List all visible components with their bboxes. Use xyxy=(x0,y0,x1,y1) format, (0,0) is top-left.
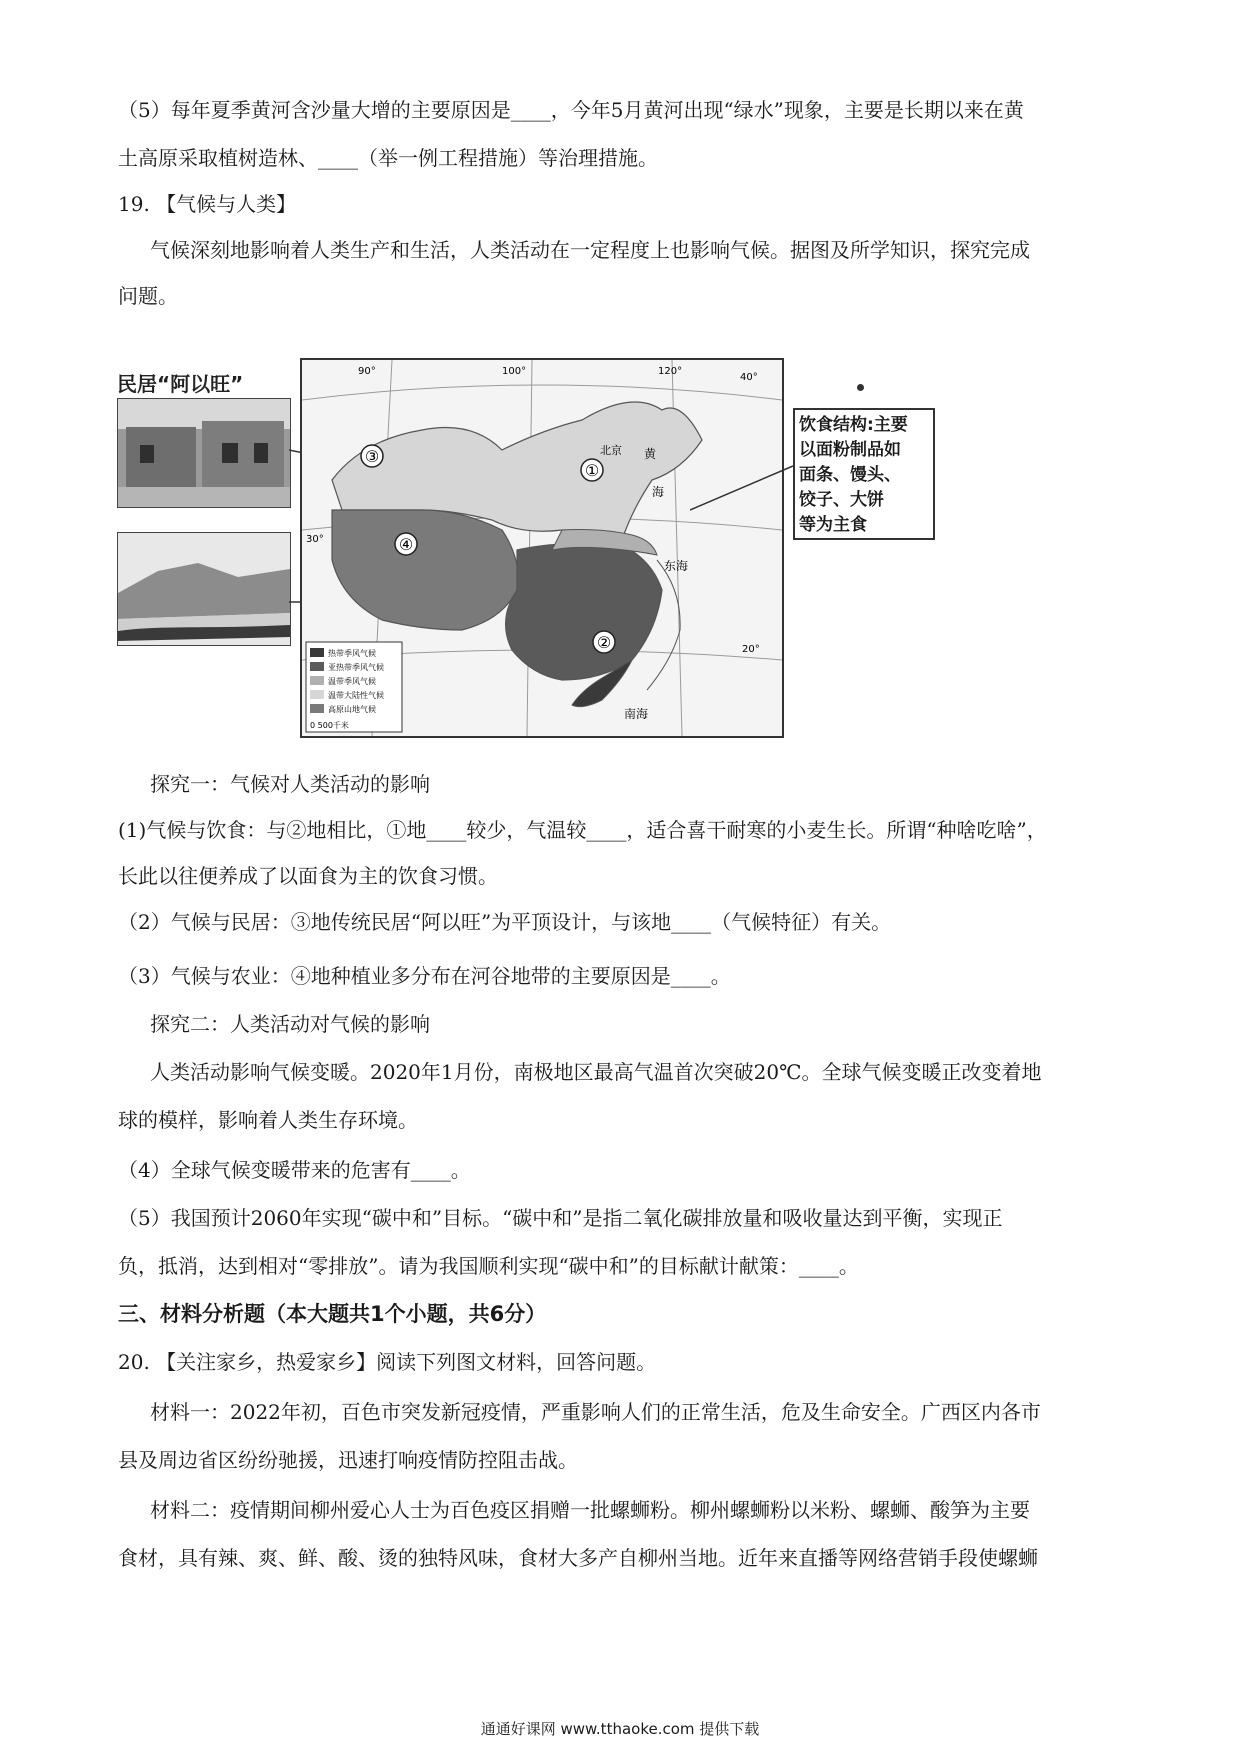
question-19-intro-line2: 问题。 xyxy=(118,284,178,308)
place-hai: 海 xyxy=(652,485,665,499)
marker-2-label: ② xyxy=(596,633,612,652)
house-photo xyxy=(117,398,291,508)
explore-two-title: 探究二：人类活动对气候的影响 xyxy=(150,1012,430,1036)
material-one-line1: 材料一：2022年初，百色市突发新冠疫情，严重影响人们的正常生活，危及生命安全。广西区内各市 xyxy=(150,1400,1041,1424)
question-18-5-line1: （5）每年夏季黄河含沙量大增的主要原因是____，今年5月黄河出现“绿水”现象，主要是长期以来在黄 xyxy=(118,98,1024,122)
legend-item-3: 温带季风气候 xyxy=(328,677,376,686)
climate-map xyxy=(300,358,784,738)
grid-label-30: 30° xyxy=(306,534,324,545)
question-19-intro-line1: 气候深刻地影响着人类生产和生活，人类活动在一定程度上也影响气候。据图及所学知识，探究完成 xyxy=(150,238,1030,262)
grid-label-100: 100° xyxy=(502,366,527,377)
legend-item-2: 亚热带季风气候 xyxy=(328,663,384,672)
question-19-title: 19. 【气候与人类】 xyxy=(118,192,297,216)
question-18-5-line2: 土高原采取植树造林、____（举一例工程措施）等治理措施。 xyxy=(118,146,658,170)
place-nanhai: 南海 xyxy=(624,707,649,721)
question-19-1-line2: 长此以往便养成了以面食为主的饮食习惯。 xyxy=(118,864,498,888)
question-19-1-line1: (1)气候与饮食：与②地相比，①地____较少，气温较____，适合喜干耐寒的小麦生长。所谓“种啥吃啥”， xyxy=(118,818,1047,842)
valley-photo xyxy=(117,532,291,646)
legend-item-5: 高原山地气候 xyxy=(328,705,376,714)
leader-line-right xyxy=(690,460,795,520)
question-19-2: （2）气候与民居：③地传统民居“阿以旺”为平顶设计，与该地____（气候特征）有关。 xyxy=(118,910,892,934)
question-19-5-line1: （5）我国预计2060年实现“碳中和”目标。“碳中和”是指二氧化碳排放量和吸收量达到平衡，实现正 xyxy=(118,1206,1003,1230)
house-photo-image xyxy=(118,399,290,507)
map-dot xyxy=(857,384,864,391)
china-map xyxy=(302,360,782,736)
grid-label-20: 20° xyxy=(742,644,760,655)
question-20-title: 20. 【关注家乡，热爱家乡】阅读下列图文材料，回答问题。 xyxy=(118,1350,657,1374)
page-footer: 通通好课网 www.tthaoke.com 提供下载 xyxy=(480,1720,760,1738)
grid-label-90: 90° xyxy=(358,366,376,377)
place-donghai: 东海 xyxy=(664,559,689,573)
explore-two-text-line1: 人类活动影响气候变暖。2020年1月份，南极地区最高气温首次突破20℃。全球气候变暖正改变着地 xyxy=(150,1060,1042,1084)
map-scale: 0 500千米 xyxy=(310,721,349,730)
place-beijing: 北京 xyxy=(600,444,622,457)
marker-4-label: ④ xyxy=(398,535,414,554)
place-huang: 黄 xyxy=(644,447,657,461)
material-two-line2: 食材，具有辣、爽、鲜、酸、烫的独特风味，食材大多产自柳州当地。近年来直播等网络营销手段使螺蛳 xyxy=(118,1546,1038,1570)
map-legend xyxy=(306,642,402,732)
explore-one-title: 探究一：气候对人类活动的影响 xyxy=(150,772,430,796)
marker-1-label: ① xyxy=(584,461,600,480)
question-19-5-line2: 负，抵消，达到相对“零排放”。请为我国顺利实现“碳中和”的目标献计献策：____。 xyxy=(118,1254,859,1278)
material-two-line1: 材料二：疫情期间柳州爱心人士为百色疫区捐赠一批螺蛳粉。柳州螺蛳粉以米粉、螺蛳、酸笋为主要 xyxy=(150,1498,1030,1522)
diet-callout: 饮食结构:主要 以面粉制品如 面条、馒头、 饺子、大饼 等为主食 xyxy=(793,408,935,540)
question-19-3: （3）气候与农业：④地种植业多分布在河谷地带的主要原因是____。 xyxy=(118,964,731,988)
question-19-4: （4）全球气候变暖带来的危害有____。 xyxy=(118,1158,471,1182)
legend-item-4: 温带大陆性气候 xyxy=(328,691,384,700)
photo1-label: 民居“阿以旺” xyxy=(117,372,244,396)
material-one-line2: 县及周边省区纷纷驰援，迅速打响疫情防控阻击战。 xyxy=(118,1448,578,1472)
section-three-heading: 三、材料分析题（本大题共1个小题，共6分） xyxy=(118,1302,547,1326)
legend-item-1: 热带季风气候 xyxy=(328,649,376,658)
explore-two-text-line2: 球的模样，影响着人类生存环境。 xyxy=(118,1108,418,1132)
valley-photo-image xyxy=(118,533,290,645)
marker-3-label: ③ xyxy=(364,447,380,466)
grid-label-120: 120° xyxy=(658,366,683,377)
grid-label-40: 40° xyxy=(740,372,758,383)
